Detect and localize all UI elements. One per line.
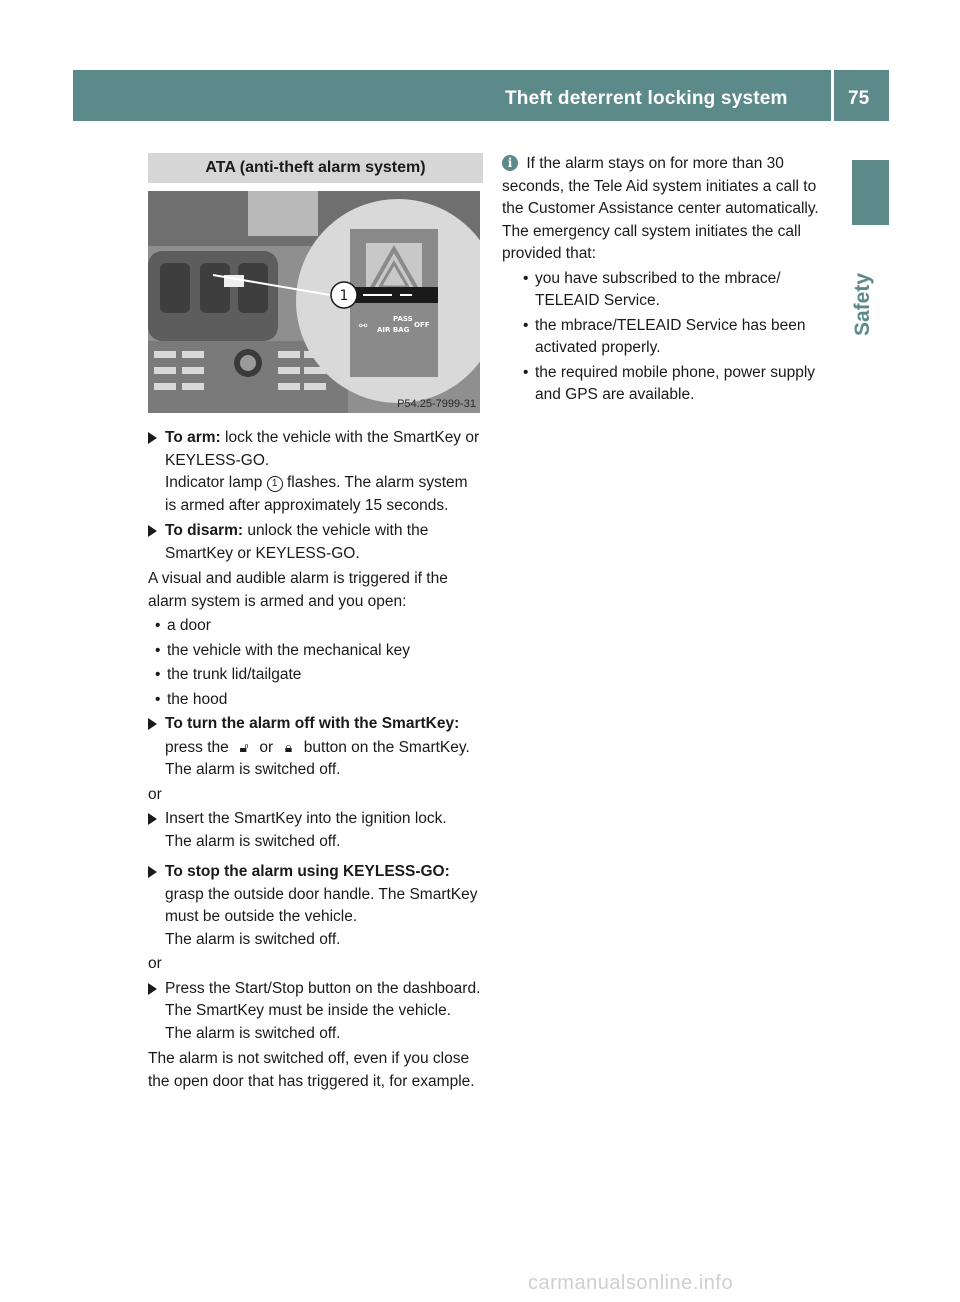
trigger-intro: A visual and audible alarm is triggered if the alarm system is armed and you open: (148, 570, 448, 610)
list-item: • a door (155, 617, 211, 634)
label-airbag: AIR BAG (377, 326, 410, 334)
trigger-list (148, 615, 483, 711)
info-text: If the alarm stays on for more than 30 seconds, the Tele Aid system initiates a call to the Customer Assistance center automatically. The emergency call system initiates the call provided that: (502, 155, 819, 262)
list-item: • the mbrace/TELEAID Service has been activated properly. (523, 316, 806, 356)
list-item: • the trunk lid/tailgate (155, 666, 302, 683)
or-separator: or (148, 785, 162, 803)
step-label: To arm: (165, 429, 221, 446)
ignition-step: Insert the SmartKey into the ignition lock. The alarm is switched off. (148, 808, 483, 853)
page-number: 75 (848, 88, 870, 109)
list-item: • the vehicle with the mechanical key (155, 641, 410, 659)
keyless-off-step: To stop the alarm using KEYLESS-GO: grasp the outside door handle. The SmartKey must be outside the vehicle. The alarm is switched off. (148, 861, 483, 951)
step-arrow-icon (148, 983, 157, 995)
dashboard-illustration (148, 191, 480, 413)
right-column (502, 153, 838, 407)
step-arrow-icon (148, 525, 157, 537)
callout-1-icon: 1 (267, 476, 283, 492)
label-pass: PASS (393, 315, 413, 323)
passenger-airbag-icon: ⚯ (359, 321, 368, 332)
list-item: • the required mobile phone, power supply and GPS are available. (523, 363, 816, 403)
step-arrow-icon (148, 432, 157, 444)
list-item: • you have subscribed to the mbrace/ TELEAID Service. (523, 269, 781, 309)
info-list (502, 268, 838, 407)
callout-number: 1 (339, 288, 349, 304)
smartkey-off-step: To turn the alarm off with the SmartKey: press the 🔓︎ or 🔒︎ button on the SmartKey. The alarm is switched off. (148, 713, 483, 782)
step-arrow-icon (148, 813, 157, 825)
arm-step: To arm: lock the vehicle with the SmartKey or KEYLESS-GO. Indicator lamp 1 flashes. The alarm system is armed after approximately 15 seconds. (148, 427, 483, 517)
step-label: To disarm: (165, 522, 244, 539)
or-separator: or (148, 955, 162, 972)
lock-icon: 🔒︎ (284, 738, 293, 755)
list-item: • the hood (155, 690, 228, 708)
closing-note: The alarm is not switched off, even if you close the open door that has triggered it, for example. (148, 1050, 475, 1090)
header-divider (831, 70, 834, 121)
label-off: OFF (414, 321, 430, 329)
step-arrow-icon (148, 718, 157, 730)
step-label: To turn the alarm off with the SmartKey: (165, 715, 460, 732)
section-heading: ATA (anti-theft alarm system) (148, 153, 483, 183)
figure-code: P54.25-7999-31 (397, 398, 476, 410)
step-label: To stop the alarm using KEYLESS-GO: (165, 863, 450, 880)
step-arrow-icon (148, 866, 157, 878)
watermark: carmanualsonline.info (528, 1272, 734, 1294)
info-note (502, 153, 838, 266)
left-column (148, 153, 483, 1093)
info-icon: i (502, 155, 518, 171)
page-title: Theft deterrent locking system (505, 88, 788, 109)
startstop-step: Press the Start/Stop button on the dashboard. The SmartKey must be inside the vehicle. The alarm is switched off. (148, 978, 483, 1046)
unlock-icon: 🔓︎ (239, 738, 249, 755)
dashboard-photo (148, 191, 480, 413)
disarm-step: To disarm: unlock the vehicle with the SmartKey or KEYLESS-GO. (148, 520, 483, 565)
section-tab-marker (852, 160, 889, 225)
section-tab-label: Safety (851, 272, 874, 336)
